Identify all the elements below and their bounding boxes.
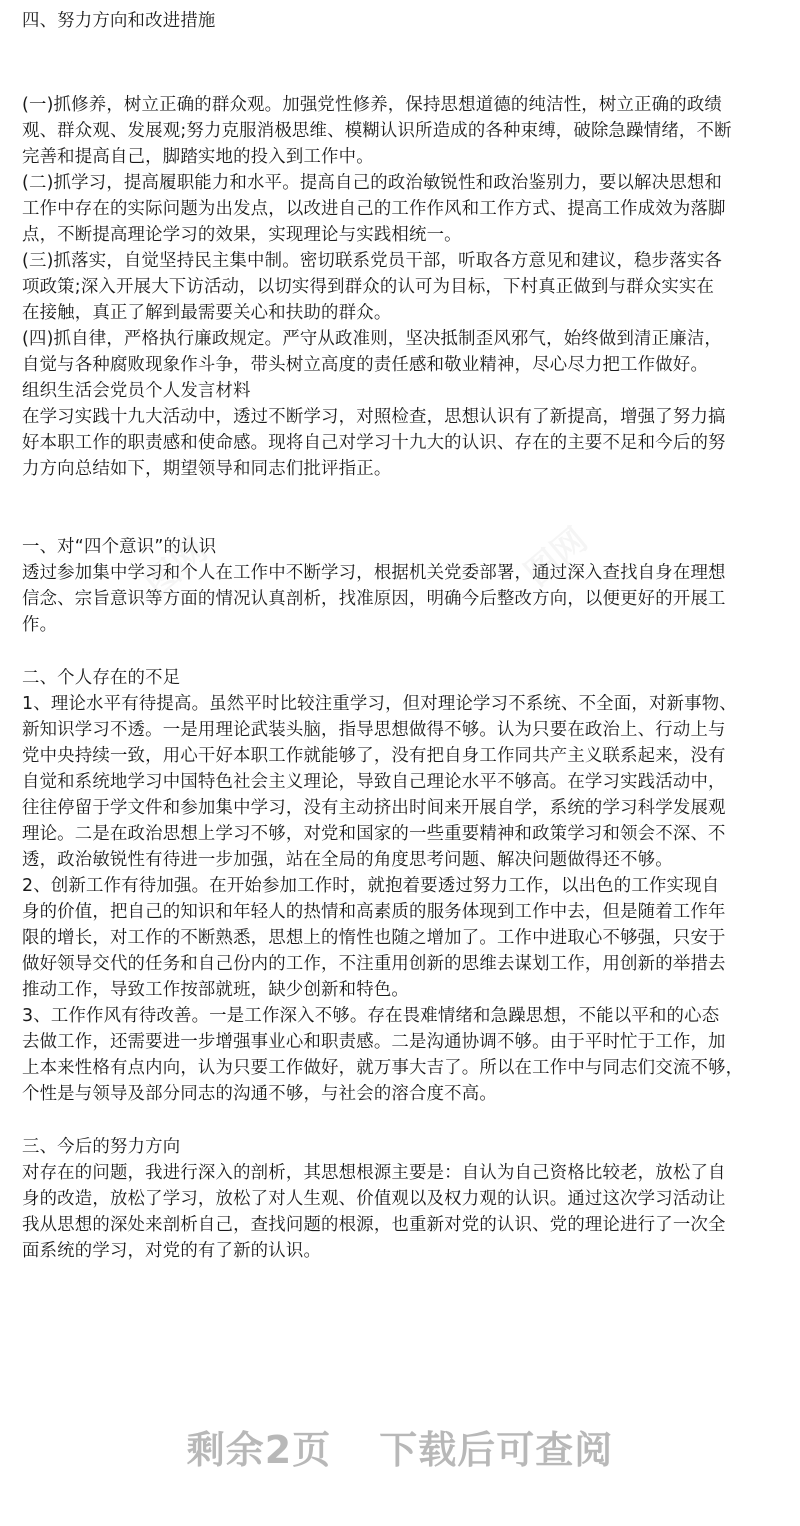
paragraph-line: 透过参加集中学习和个人在工作中不断学习，根据机关党委部署，通过深入查找自身在理想: [22, 563, 726, 583]
paragraph-line: 在学习实践十九大活动中，透过不断学习，对照检查，思想认识有了新提高，增强了努力搞: [22, 407, 726, 427]
paragraph-line: 观、群众观、发展观;努力克服消极思维、模糊认识所造成的各种束缚，破除急躁情绪，不断: [22, 121, 732, 141]
paragraph-line: 去做工作，还需要进一步增强事业心和职责感。二是沟通协调不够。由于平时忙于工作，加: [22, 1032, 726, 1052]
paragraph-line: 2、创新工作有待加强。在开始参加工作时，就抱着要透过努力工作，以出色的工作实现自: [22, 876, 720, 896]
paragraph-line: 完善和提高自己，脚踏实地的投入到工作中。: [22, 147, 374, 167]
paragraph-line: 面系统的学习，对党的有了新的认识。: [22, 1241, 322, 1261]
paragraph-line: 我从思想的深处来剖析自己，查找问题的根源，也重新对党的认识、党的理论进行了一次全: [22, 1215, 726, 1235]
paragraph-line: 理论。二是在政治思想上学习不够，对党和国家的一些重要精神和政策学习和领会不深、不: [22, 824, 726, 844]
paragraph-line: 点，不断提高理论学习的效果，实现理论与实践相统一。: [22, 225, 462, 245]
paragraph-line: (三)抓落实，自觉坚持民主集中制。密切联系党员干部，听取各方意见和建议，稳步落实各: [22, 251, 723, 271]
paragraph-line: (二)抓学习，提高履职能力和水平。提高自己的政治敏锐性和政治鉴别力，要以解决思想和: [22, 173, 723, 193]
document-title: 组织生活会党员个人发言材料: [22, 381, 251, 401]
paragraph-line: 项政策;深入开展大下访活动，以切实得到群众的认可为目标，下村真正做到与群众实实在: [22, 277, 715, 297]
paragraph-line: 好本职工作的职责感和使命感。现将自己对学习十九大的认识、存在的主要不足和今后的努: [22, 433, 726, 453]
paragraph-line: 限的增长，对工作的不断熟悉，思想上的惰性也随之增加了。工作中进取心不够强，只安于: [22, 928, 726, 948]
paragraph-line: 身的改造，放松了学习，放松了对人生观、价值观以及权力观的认识。通过这次学习活动让: [22, 1189, 726, 1209]
paragraph-line: 1、理论水平有待提高。虽然平时比较注重学习，但对理论学习不系统、不全面，对新事物、: [22, 694, 737, 714]
download-hint-label: 下载后可查阅: [379, 1428, 614, 1472]
paragraph-line: 个性是与领导及部分同志的沟通不够，与社会的溶合度不高。: [22, 1084, 497, 1104]
paragraph-line: 在接触，真正了解到最需要关心和扶助的群众。: [22, 303, 392, 323]
paragraph-line: 3、工作作风有待改善。一是工作深入不够。存在畏难情绪和急躁思想，不能以平和的心态: [22, 1006, 720, 1026]
paragraph-line: 新知识学习不透。一是用理论武装头脑，指导思想做得不够。认为只要在政治上、行动上与: [22, 720, 726, 740]
paragraph-line: (四)抓自律，严格执行廉政规定。严守从政准则，坚决抵制歪风邪气，始终做到清正廉洁，: [22, 329, 723, 349]
section-heading-future-direction: 三、今后的努力方向: [22, 1137, 181, 1157]
paragraph-line: 作。: [22, 615, 58, 635]
paragraph-line: 上本来性格有点内向，认为只要工作做好，就万事大吉了。所以在工作中与同志们交流不够，: [22, 1058, 744, 1078]
paragraph-line: 自觉与各种腐败现象作斗争，带头树立高度的责任感和敬业精神，尽心尽力把工作做好。: [22, 355, 709, 375]
paragraph-line: 工作中存在的实际问题为出发点，以改进自己的工作作风和工作方式、提高工作成效为落脚: [22, 199, 726, 219]
download-prompt[interactable]: [0, 1420, 800, 1480]
remaining-pages-label: 剩余2页: [186, 1428, 332, 1472]
paragraph-line: 力方向总结如下，期望领导和同志们批评指正。: [22, 459, 392, 479]
paragraph-line: 对存在的问题，我进行深入的剖析，其思想根源主要是：自认为自己资格比较老，放松了自: [22, 1163, 726, 1183]
paragraph-line: 党中央持续一致，用心干好本职工作就能够了，没有把自身工作同共产主义联系起来，没有: [22, 746, 726, 766]
paragraph-line: 透，政治敏锐性有待进一步加强，站在全局的角度思考问题、解决问题做得还不够。: [22, 850, 673, 870]
paragraph-line: 自觉和系统地学习中国特色社会主义理论，导致自己理论水平不够高。在学习实践活动中，: [22, 772, 726, 792]
section-heading-shortcomings: 二、个人存在的不足: [22, 668, 181, 688]
paragraph-line: 往往停留于学文件和参加集中学习，没有主动挤出时间来开展自学，系统的学习科学发展观: [22, 798, 726, 818]
section-heading-awareness: 一、对“四个意识”的认识: [22, 537, 217, 557]
paragraph-line: (一)抓修养，树立正确的群众观。加强党性修养，保持思想道德的纯洁性，树立正确的政绩: [22, 95, 723, 115]
paragraph-line: 推动工作，导致工作按部就班，缺少创新和特色。: [22, 980, 409, 1000]
paragraph-line: 信念、宗旨意识等方面的情况认真剖析，找准原因，明确今后整改方向，以便更好的开展工: [22, 589, 726, 609]
paragraph-line: 身的价值，把自己的知识和年轻人的热情和高素质的服务体现到工作中去，但是随着工作年: [22, 902, 726, 922]
paragraph-line: 做好领导交代的任务和自己份内的工作，不注重用创新的思维去谋划工作，用创新的举措去: [22, 954, 726, 974]
section-heading-improvement: 四、努力方向和改进措施: [22, 11, 216, 31]
